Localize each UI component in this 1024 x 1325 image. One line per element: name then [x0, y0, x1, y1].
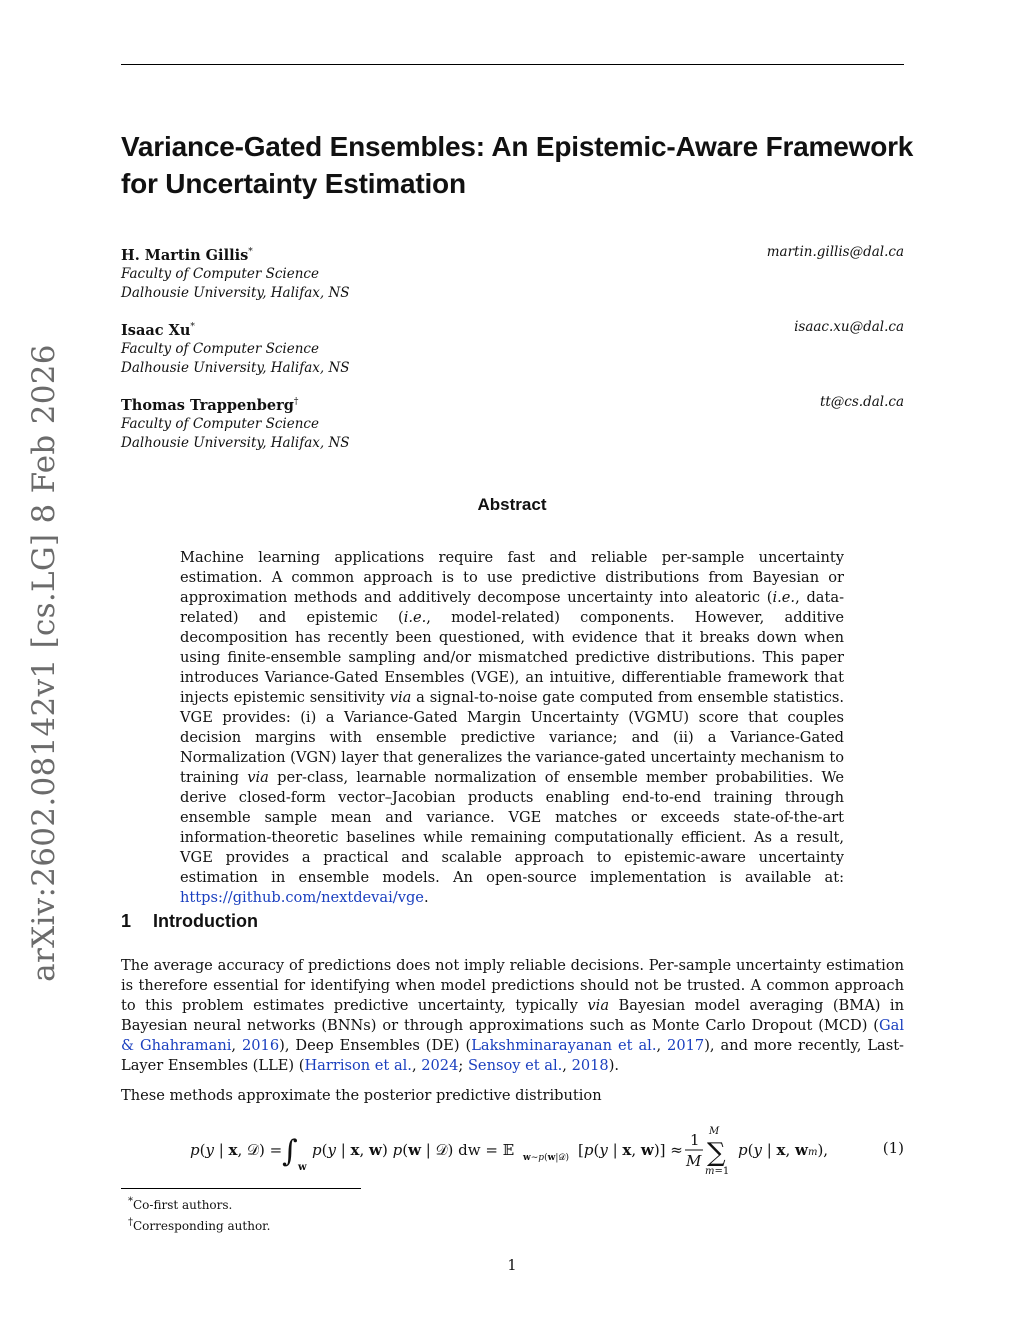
- author-email[interactable]: tt@cs.dal.ca: [819, 394, 904, 410]
- footnote-1: *Co-first authors.: [128, 1196, 233, 1212]
- svg-text:∑: ∑: [707, 1138, 726, 1168]
- arxiv-identifier[interactable]: arXiv:2602.08142v1 [cs.LG] 8 Feb 2026: [26, 344, 62, 982]
- author-affiliation: Faculty of Computer Science: [121, 265, 319, 282]
- equation-number: (1): [882, 1139, 904, 1157]
- author-affiliation: Dalhousie University, Halifax, NS: [121, 434, 350, 451]
- svg-text:1: 1: [690, 1131, 700, 1149]
- author-block-2: [121, 318, 904, 378]
- author-affiliation: Faculty of Computer Science: [121, 340, 319, 357]
- footnote-rule: [121, 1188, 361, 1189]
- abstract-heading: Abstract: [477, 495, 547, 514]
- author-block-3: [121, 393, 904, 453]
- page-number: 1: [507, 1258, 517, 1274]
- top-rule: [121, 64, 904, 65]
- svg-text:m=1: m=1: [705, 1166, 730, 1177]
- section-heading-introduction: 1 Introduction: [121, 911, 258, 931]
- svg-text:w: w: [298, 1162, 307, 1173]
- citation-link[interactable]: 2024: [421, 1057, 459, 1074]
- introduction-paragraph: The average accuracy of predictions does not imply reliable decisions. Per-sample uncertainty estimation is therefore essential for identifying when model predictions should not be trusted. A common approach to this problem estimates predictive uncertainty, typically via Bayesian model averaging (BMA) in Bayesian neural networks (BNNs) or through approximations such as Monte Carlo Dropout (MCD) (Gal & Ghahramani, 2016), Deep Ensembles (DE) (Lakshminarayanan et al., 2017), and more recently, Last-Layer Ensembles (LLE) (Harrison et al., 2024; Sensoy et al., 2018).: [121, 957, 904, 1074]
- svg-text:w∼p(w|𝒟): w∼p(w|𝒟): [523, 1153, 570, 1163]
- abstract-text: Machine learning applications require fast and reliable per-sample uncertainty estimation. A common approach is to use predictive distributions from Bayesian or approximation methods and additively decompose uncertainty into aleatoric (i.e., data-related) and epistemic (i.e., model-related) components. However, additive decomposition has recently been questioned, with evidence that it breaks down when using finite-ensemble sampling and/or mismatched predictive distributions. This paper introduces Variance-Gated Ensembles (VGE), an intuitive, differentiable framework that injects epistemic sensitivity via a signal-to-noise gate computed from ensemble statistics. VGE provides: (i) a Variance-Gated Margin Uncertainty (VGMU) score that couples decision margins with ensemble predictive variance; and (ii) a Variance-Gated Normalization (VGN) layer that generalizes the variance-gated uncertainty mechanism to training via per-class, learnable normalization of ensemble member probabilities. We derive closed-form vector–Jacobian products enabling end-to-end training through ensemble sample mean and variance. VGE matches or exceeds state-of-the-art information-theoretic baselines while remaining computationally efficient. As a result, VGE provides a practical and scalable approach to epistemic-aware uncertainty estimation in ensemble models. An open-source implementation is available at: https://github.com/nextdevai/vge.: [180, 549, 844, 906]
- author-affiliation: Dalhousie University, Halifax, NS: [121, 359, 350, 376]
- paper-title: Variance-Gated Ensembles: An Epistemic-Aware Framework for Uncertainty Estimation: [121, 131, 914, 199]
- author-affiliation: Faculty of Computer Science: [121, 415, 319, 432]
- author-email[interactable]: martin.gillis@dal.ca: [766, 244, 904, 260]
- citation-link[interactable]: 2018: [571, 1057, 609, 1074]
- equation-1: [190, 1125, 904, 1175]
- svg-text:p(y | x, wm),: p(y | x, wm),: [738, 1141, 829, 1159]
- author-name: Isaac Xu*: [121, 321, 195, 339]
- svg-text:p(y | x, w) p(w | 𝒟) dw = 𝔼: p(y | x, w) p(w | 𝒟) dw = 𝔼: [312, 1141, 515, 1159]
- author-block-1: [121, 243, 904, 303]
- citation-link[interactable]: Gal & Ghahramani: [121, 1017, 904, 1054]
- introduction-paragraph-2: These methods approximate the posterior predictive distribution: [121, 1087, 602, 1104]
- citation-link[interactable]: 2017: [667, 1037, 705, 1054]
- svg-text:M: M: [709, 1126, 720, 1137]
- footnotes: [128, 1193, 270, 1235]
- citation-link[interactable]: Lakshminarayanan et al.: [471, 1037, 657, 1054]
- citation-link[interactable]: Harrison et al.: [304, 1057, 412, 1074]
- github-link[interactable]: https://github.com/nextdevai/vge: [180, 889, 424, 906]
- author-affiliation: Dalhousie University, Halifax, NS: [121, 284, 350, 301]
- author-name: Thomas Trappenberg†: [121, 396, 299, 414]
- svg-text:∫: ∫: [282, 1134, 298, 1169]
- author-email[interactable]: isaac.xu@dal.ca: [794, 319, 904, 335]
- footnote-2: †Corresponding author.: [128, 1217, 271, 1233]
- citation-link[interactable]: 2016: [241, 1037, 280, 1054]
- equation-math-svg: [190, 1125, 840, 1175]
- citation-link[interactable]: Sensoy et al.: [467, 1057, 563, 1074]
- svg-text:M: M: [686, 1152, 702, 1170]
- svg-text:p(y | x, 𝒟) =: p(y | x, 𝒟) =: [190, 1141, 283, 1159]
- author-name: H. Martin Gillis*: [121, 246, 253, 264]
- svg-text:[p(y | x, w)] ≈: [p(y | x, w)] ≈: [578, 1141, 683, 1159]
